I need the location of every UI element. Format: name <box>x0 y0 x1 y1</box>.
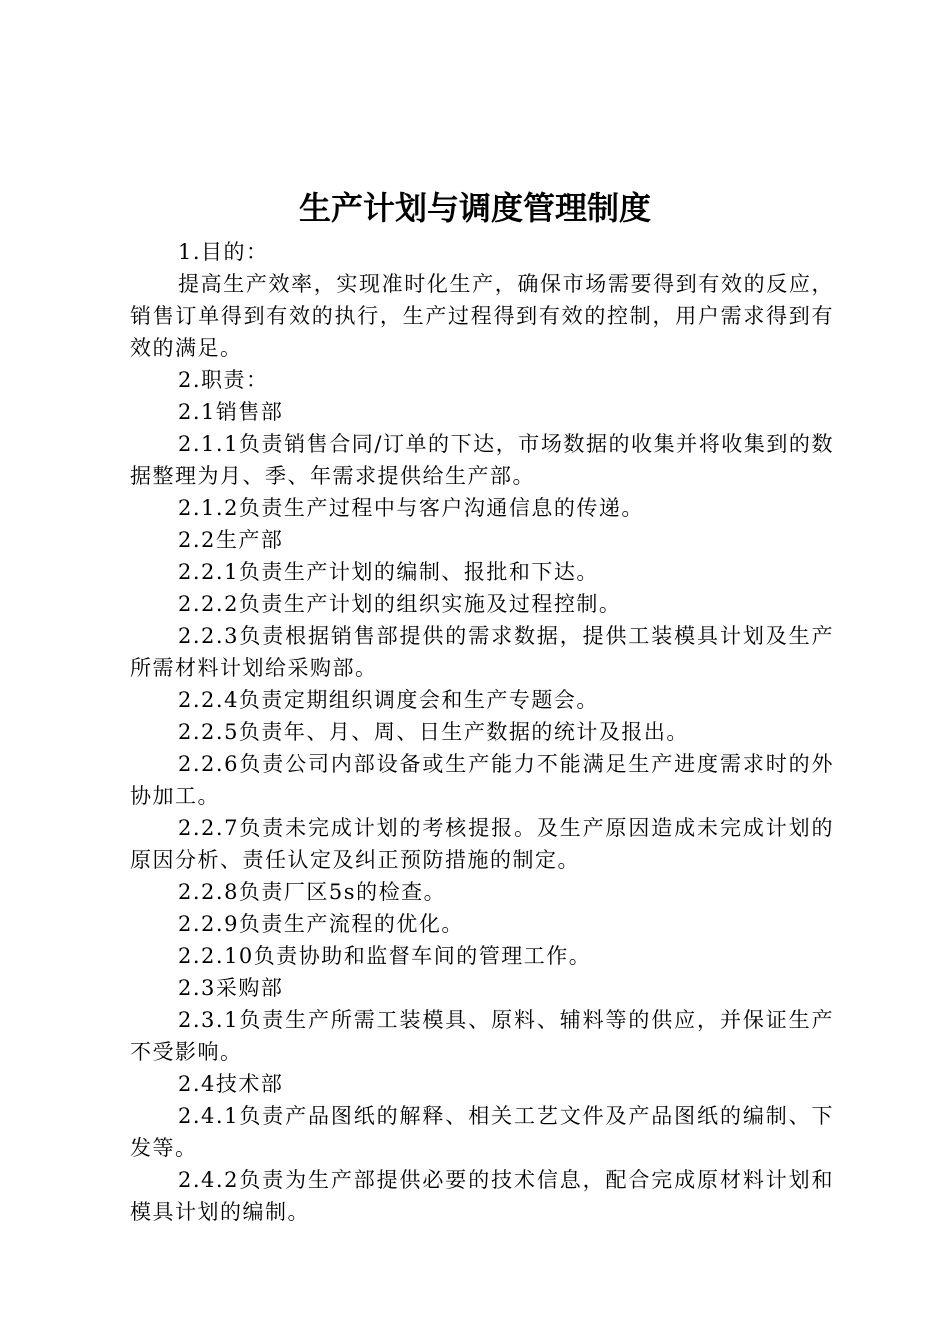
paragraph-2-2-10: 2.2.10负责协助和监督车间的管理工作。 <box>178 944 592 968</box>
paragraph-2-1-2: 2.1.2负责生产过程中与客户沟通信息的传递。 <box>178 496 644 520</box>
paragraph-2-2-6: 2.2.6负责公司内部设备或生产能力不能满足生产进度需求时的外协加工。 <box>130 752 834 808</box>
paragraph-2-2-8: 2.2.8负责厂区5s的检查。 <box>178 880 447 904</box>
paragraph-2-2-9: 2.2.9负责生产流程的优化。 <box>178 912 464 936</box>
paragraph-2-4-1: 2.4.1负责产品图纸的解释、相关工艺文件及产品图纸的编制、下发等。 <box>130 1104 834 1160</box>
paragraph-purchasing-heading: 2.3采购部 <box>178 976 284 1000</box>
paragraph-2-2-5: 2.2.5负责年、月、周、日生产数据的统计及报出。 <box>178 720 689 744</box>
paragraph-2-2-3: 2.2.3负责根据销售部提供的需求数据，提供工装模具计划及生产所需材料计划给采购部。 <box>130 624 834 680</box>
paragraph-2-2-2: 2.2.2负责生产计划的组织实施及过程控制。 <box>178 592 622 616</box>
paragraph-production-heading: 2.2生产部 <box>178 528 284 552</box>
paragraph-2-4-2: 2.4.2负责为生产部提供必要的技术信息，配合完成原材料计划和模具计划的编制。 <box>130 1168 834 1224</box>
document-body <box>130 236 834 1228</box>
paragraph-purpose-text: 提高生产效率，实现准时化生产，确保市场需要得到有效的反应，销售订单得到有效的执行，生产过程得到有效的控制，用户需求得到有效的满足。 <box>130 272 834 360</box>
paragraph-duties-heading: 2.职责： <box>178 368 269 392</box>
paragraph-technical-heading: 2.4技术部 <box>178 1072 284 1096</box>
paragraph-sales-heading: 2.1销售部 <box>178 400 284 424</box>
paragraph-2-1-1: 2.1.1负责销售合同/订单的下达，市场数据的收集并将收集到的数据整理为月、季、年需求提供给生产部。 <box>130 432 834 488</box>
paragraph-2-2-4: 2.2.4负责定期组织调度会和生产专题会。 <box>178 688 599 712</box>
document-title: 生产计划与调度管理制度 <box>298 189 651 227</box>
paragraph-2-2-7: 2.2.7负责未完成计划的考核提报。及生产原因造成未完成计划的原因分析、责任认定及纠正预防措施的制定。 <box>130 816 834 872</box>
paragraph-2-2-1: 2.2.1负责生产计划的编制、报批和下达。 <box>178 560 599 584</box>
paragraph-purpose-heading: 1.目的： <box>178 240 269 264</box>
paragraph-2-3-1: 2.3.1负责生产所需工装模具、原料、辅料等的供应，并保证生产不受影响。 <box>130 1008 834 1064</box>
